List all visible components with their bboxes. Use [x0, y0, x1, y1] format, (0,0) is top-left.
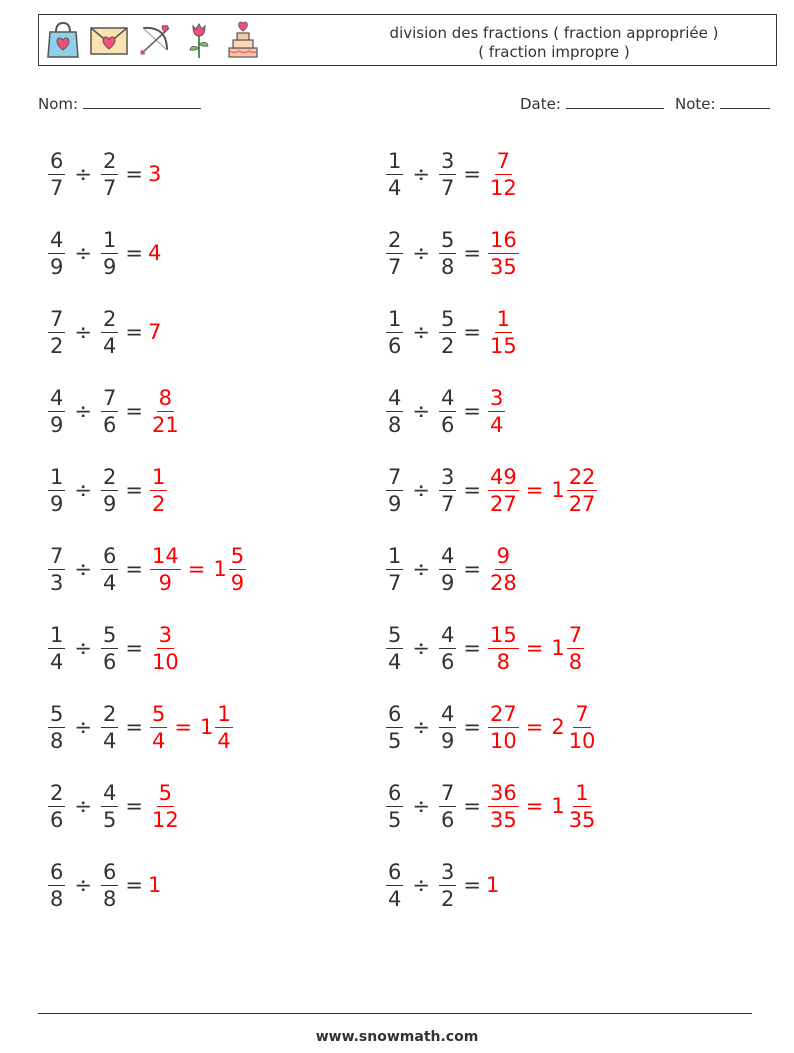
denominator: 6: [440, 412, 455, 437]
denominator: 9: [440, 570, 455, 595]
denominator: 9: [230, 570, 245, 595]
divisor-fraction: [439, 386, 456, 437]
denominator: 12: [489, 175, 517, 200]
dividend-fraction: [386, 544, 403, 595]
divide-sign: ÷: [412, 557, 430, 581]
dividend-fraction: [386, 623, 403, 674]
divide-sign: ÷: [74, 399, 92, 423]
divide-sign: ÷: [412, 478, 430, 502]
denominator: 35: [568, 807, 596, 832]
dividend-fraction: [386, 386, 403, 437]
divide-sign: ÷: [412, 320, 430, 344]
numerator: 7: [496, 148, 511, 173]
equals-sign: =: [125, 478, 143, 502]
denominator: 8: [50, 728, 64, 753]
numerator: 1: [50, 622, 64, 647]
numerator: 1: [388, 306, 402, 331]
denominator: 8: [388, 412, 402, 437]
problem-item: [384, 381, 507, 441]
denominator: 27: [568, 491, 596, 516]
divisor-fraction: [101, 623, 118, 674]
numerator: 4: [388, 385, 402, 410]
mixed-fraction: [567, 781, 598, 832]
divide-sign: ÷: [74, 873, 92, 897]
numerator: 2: [50, 780, 64, 805]
equals-sign: =: [463, 873, 481, 897]
equals-sign: =: [463, 399, 481, 423]
dividend-fraction: [48, 307, 65, 358]
dividend-fraction: [48, 386, 65, 437]
equals-sign: =: [125, 873, 143, 897]
equals-sign: =: [125, 320, 143, 344]
dividend-fraction: [48, 781, 65, 832]
divisor-fraction: [101, 149, 118, 200]
denominator: 8: [102, 886, 117, 911]
numerator: 5: [388, 622, 402, 647]
problem-item: [46, 460, 169, 520]
divisor-fraction: [439, 781, 456, 832]
answer-fraction: [488, 702, 519, 753]
problem-item: [384, 776, 599, 836]
numerator: 3: [440, 859, 455, 884]
answer-fraction: [488, 544, 519, 595]
worksheet-header: [38, 14, 777, 66]
mixed-whole: 1: [551, 794, 565, 818]
numerator: 1: [575, 780, 589, 805]
denominator: 7: [102, 175, 117, 200]
problem-item: [46, 302, 161, 362]
rose-icon: [181, 20, 217, 60]
mixed-whole: 1: [213, 557, 227, 581]
header-icons: [45, 18, 261, 62]
numerator: 1: [388, 148, 402, 173]
problem-item: [384, 855, 499, 915]
dividend-fraction: [48, 465, 65, 516]
note-label: Note:: [675, 95, 716, 113]
denominator: 4: [388, 175, 402, 200]
note-field: [675, 94, 770, 113]
denominator: 8: [440, 254, 455, 279]
numerator: 1: [151, 464, 166, 489]
answer-whole: 3: [147, 162, 162, 186]
divide-sign: ÷: [412, 162, 430, 186]
divide-sign: ÷: [412, 794, 430, 818]
problem-item: [46, 697, 235, 757]
dividend-fraction: [48, 623, 65, 674]
footer-website: www.snowmath.com: [315, 1029, 479, 1045]
divisor-fraction: [439, 702, 456, 753]
equals-sign: =: [463, 162, 481, 186]
denominator: 7: [50, 175, 64, 200]
denominator: 8: [496, 649, 511, 674]
numerator: 5: [158, 780, 173, 805]
denominator: 6: [50, 807, 64, 832]
numerator: 3: [158, 622, 173, 647]
name-blank[interactable]: [83, 94, 201, 109]
numerator: 4: [440, 543, 455, 568]
problem-item: [46, 618, 183, 678]
date-blank[interactable]: [566, 94, 664, 109]
numerator: 5: [151, 701, 166, 726]
denominator: 7: [440, 175, 455, 200]
numerator: 8: [158, 385, 173, 410]
divisor-fraction: [101, 702, 118, 753]
answer-fraction: [150, 623, 181, 674]
cupid-bow-arrow-icon: [137, 20, 173, 60]
divide-sign: ÷: [74, 241, 92, 265]
equals-sign: =: [463, 241, 481, 265]
answer-whole: 1: [147, 873, 162, 897]
divide-sign: ÷: [74, 478, 92, 502]
dividend-fraction: [386, 465, 403, 516]
answer-fraction: [150, 544, 181, 595]
denominator: 7: [388, 254, 402, 279]
numerator: 22: [568, 464, 596, 489]
answer-fraction: [150, 386, 181, 437]
mixed-equals-sign: =: [525, 478, 544, 502]
denominator: 28: [489, 570, 517, 595]
numerator: 6: [50, 148, 64, 173]
equals-sign: =: [125, 557, 143, 581]
denominator: 4: [50, 649, 64, 674]
numerator: 27: [489, 701, 517, 726]
answer-fraction: [488, 386, 505, 437]
answer-fraction: [150, 781, 181, 832]
numerator: 6: [388, 859, 402, 884]
numerator: 3: [440, 148, 455, 173]
denominator: 8: [50, 886, 64, 911]
divisor-fraction: [439, 228, 456, 279]
wedding-cake-icon: [225, 20, 261, 60]
divisor-fraction: [101, 860, 118, 911]
denominator: 9: [102, 254, 117, 279]
denominator: 4: [151, 728, 166, 753]
denominator: 9: [388, 491, 402, 516]
denominator: 8: [568, 649, 583, 674]
equals-sign: =: [463, 320, 481, 344]
numerator: 5: [102, 622, 117, 647]
mixed-whole: 1: [551, 478, 565, 502]
problem-item: [384, 460, 599, 520]
numerator: 7: [102, 385, 117, 410]
numerator: 7: [388, 464, 402, 489]
equals-sign: =: [125, 715, 143, 739]
dividend-fraction: [48, 544, 65, 595]
denominator: 27: [489, 491, 517, 516]
numerator: 49: [489, 464, 517, 489]
answer-fraction: [488, 149, 519, 200]
numerator: 9: [496, 543, 511, 568]
denominator: 4: [489, 412, 504, 437]
divide-sign: ÷: [74, 715, 92, 739]
denominator: 9: [158, 570, 173, 595]
equals-sign: =: [125, 636, 143, 660]
problem-item: [384, 223, 521, 283]
numerator: 4: [102, 780, 117, 805]
mixed-fraction: [567, 623, 584, 674]
title-line-1: division des fractions ( fraction appropriée ): [389, 24, 719, 42]
divide-sign: ÷: [74, 636, 92, 660]
note-blank[interactable]: [720, 94, 770, 109]
numerator: 7: [568, 622, 583, 647]
mixed-fraction: [567, 465, 598, 516]
title-line-2: ( fraction impropre ): [478, 43, 630, 61]
denominator: 4: [102, 728, 117, 753]
divide-sign: ÷: [412, 873, 430, 897]
divisor-fraction: [439, 307, 456, 358]
date-label: Date:: [520, 95, 561, 113]
divide-sign: ÷: [412, 715, 430, 739]
numerator: 2: [102, 464, 117, 489]
mixed-fraction: [215, 702, 232, 753]
numerator: 6: [102, 543, 117, 568]
mixed-whole: 1: [199, 715, 214, 739]
divide-sign: ÷: [412, 636, 430, 660]
equals-sign: =: [463, 478, 481, 502]
denominator: 9: [50, 412, 64, 437]
answer-fraction: [488, 781, 519, 832]
denominator: 2: [151, 491, 166, 516]
divisor-fraction: [439, 544, 456, 595]
numerator: 4: [50, 227, 64, 252]
denominator: 6: [102, 649, 117, 674]
denominator: 5: [388, 728, 402, 753]
numerator: 5: [440, 227, 455, 252]
mixed-whole: 2: [551, 715, 565, 739]
numerator: 6: [388, 780, 402, 805]
denominator: 35: [489, 807, 517, 832]
denominator: 5: [102, 807, 117, 832]
problem-item: [46, 539, 248, 599]
problem-item: [46, 776, 183, 836]
name-label: Nom:: [38, 95, 79, 113]
numerator: 3: [440, 464, 455, 489]
equals-sign: =: [463, 715, 481, 739]
mixed-fraction: [567, 702, 598, 753]
worksheet-title: [344, 24, 764, 62]
divide-sign: ÷: [74, 557, 92, 581]
denominator: 4: [388, 649, 402, 674]
problem-item: [384, 302, 521, 362]
numerator: 1: [50, 464, 64, 489]
denominator: 9: [102, 491, 117, 516]
dividend-fraction: [48, 149, 65, 200]
divide-sign: ÷: [412, 241, 430, 265]
divisor-fraction: [439, 623, 456, 674]
answer-whole: 4: [147, 241, 162, 265]
denominator: 9: [50, 254, 64, 279]
numerator: 7: [50, 543, 64, 568]
equals-sign: =: [125, 794, 143, 818]
denominator: 10: [151, 649, 179, 674]
love-letter-icon: [89, 20, 129, 60]
denominator: 6: [102, 412, 117, 437]
numerator: 7: [50, 306, 64, 331]
numerator: 1: [496, 306, 511, 331]
numerator: 7: [440, 780, 455, 805]
numerator: 5: [440, 306, 455, 331]
denominator: 10: [568, 728, 596, 753]
problem-item: [384, 697, 599, 757]
denominator: 4: [102, 570, 117, 595]
denominator: 21: [151, 412, 179, 437]
equals-sign: =: [125, 241, 143, 265]
divide-sign: ÷: [74, 162, 92, 186]
dividend-fraction: [386, 149, 403, 200]
numerator: 16: [489, 227, 517, 252]
problem-item: [384, 539, 521, 599]
mixed-equals-sign: =: [525, 715, 544, 739]
mixed-equals-sign: =: [174, 715, 192, 739]
name-field: [38, 94, 201, 113]
numerator: 36: [489, 780, 517, 805]
divisor-fraction: [101, 465, 118, 516]
divisor-fraction: [101, 781, 118, 832]
denominator: 4: [388, 886, 402, 911]
divide-sign: ÷: [412, 399, 430, 423]
divisor-fraction: [101, 544, 118, 595]
numerator: 5: [230, 543, 245, 568]
numerator: 2: [388, 227, 402, 252]
equals-sign: =: [463, 636, 481, 660]
divisor-fraction: [101, 228, 118, 279]
answer-fraction: [488, 465, 519, 516]
denominator: 4: [217, 728, 231, 753]
denominator: 2: [440, 886, 455, 911]
answer-fraction: [488, 307, 519, 358]
dividend-fraction: [386, 781, 403, 832]
divisor-fraction: [101, 307, 118, 358]
problem-item: [46, 144, 161, 204]
denominator: 5: [388, 807, 402, 832]
divide-sign: ÷: [74, 320, 92, 344]
mixed-equals-sign: =: [187, 557, 206, 581]
mixed-whole: 1: [551, 636, 565, 660]
numerator: 1: [102, 227, 117, 252]
divisor-fraction: [101, 386, 118, 437]
mixed-fraction: [229, 544, 246, 595]
problem-item: [384, 618, 586, 678]
denominator: 7: [440, 491, 455, 516]
mixed-equals-sign: =: [525, 636, 544, 660]
denominator: 15: [489, 333, 517, 358]
divisor-fraction: [439, 149, 456, 200]
numerator: 6: [388, 701, 402, 726]
equals-sign: =: [463, 794, 481, 818]
denominator: 6: [440, 807, 455, 832]
shopping-bag-heart-icon: [45, 20, 81, 60]
denominator: 9: [440, 728, 455, 753]
numerator: 1: [217, 701, 231, 726]
answer-fraction: [150, 702, 167, 753]
denominator: 3: [50, 570, 64, 595]
dividend-fraction: [386, 702, 403, 753]
answer-fraction: [488, 228, 519, 279]
footer-divider: [38, 1013, 752, 1014]
answer-fraction: [488, 623, 519, 674]
numerator: 4: [440, 622, 455, 647]
denominator: 6: [388, 333, 402, 358]
problem-item: [46, 381, 183, 441]
numerator: 4: [440, 701, 455, 726]
denominator: 7: [388, 570, 402, 595]
numerator: 2: [102, 701, 117, 726]
mixed-equals-sign: =: [525, 794, 544, 818]
numerator: 5: [50, 701, 64, 726]
denominator: 2: [440, 333, 455, 358]
divisor-fraction: [439, 860, 456, 911]
numerator: 7: [575, 701, 589, 726]
equals-sign: =: [125, 399, 143, 423]
dividend-fraction: [386, 307, 403, 358]
numerator: 1: [388, 543, 402, 568]
answer-whole: 1: [485, 873, 500, 897]
numerator: 6: [102, 859, 117, 884]
denominator: 12: [151, 807, 179, 832]
problem-item: [46, 855, 161, 915]
numerator: 4: [440, 385, 455, 410]
answer-fraction: [150, 465, 167, 516]
date-field: [520, 94, 664, 113]
dividend-fraction: [48, 860, 65, 911]
divide-sign: ÷: [74, 794, 92, 818]
numerator: 3: [489, 385, 504, 410]
divisor-fraction: [439, 465, 456, 516]
numerator: 2: [102, 306, 117, 331]
equals-sign: =: [463, 557, 481, 581]
dividend-fraction: [386, 860, 403, 911]
numerator: 6: [50, 859, 64, 884]
numerator: 15: [489, 622, 517, 647]
denominator: 9: [50, 491, 64, 516]
denominator: 6: [440, 649, 455, 674]
denominator: 2: [50, 333, 64, 358]
denominator: 10: [489, 728, 517, 753]
dividend-fraction: [48, 702, 65, 753]
equals-sign: =: [125, 162, 143, 186]
numerator: 4: [50, 385, 64, 410]
numerator: 2: [102, 148, 117, 173]
numerator: 14: [151, 543, 179, 568]
denominator: 35: [489, 254, 517, 279]
denominator: 4: [102, 333, 117, 358]
problem-item: [384, 144, 521, 204]
dividend-fraction: [386, 228, 403, 279]
answer-whole: 7: [147, 320, 162, 344]
problem-item: [46, 223, 161, 283]
dividend-fraction: [48, 228, 65, 279]
